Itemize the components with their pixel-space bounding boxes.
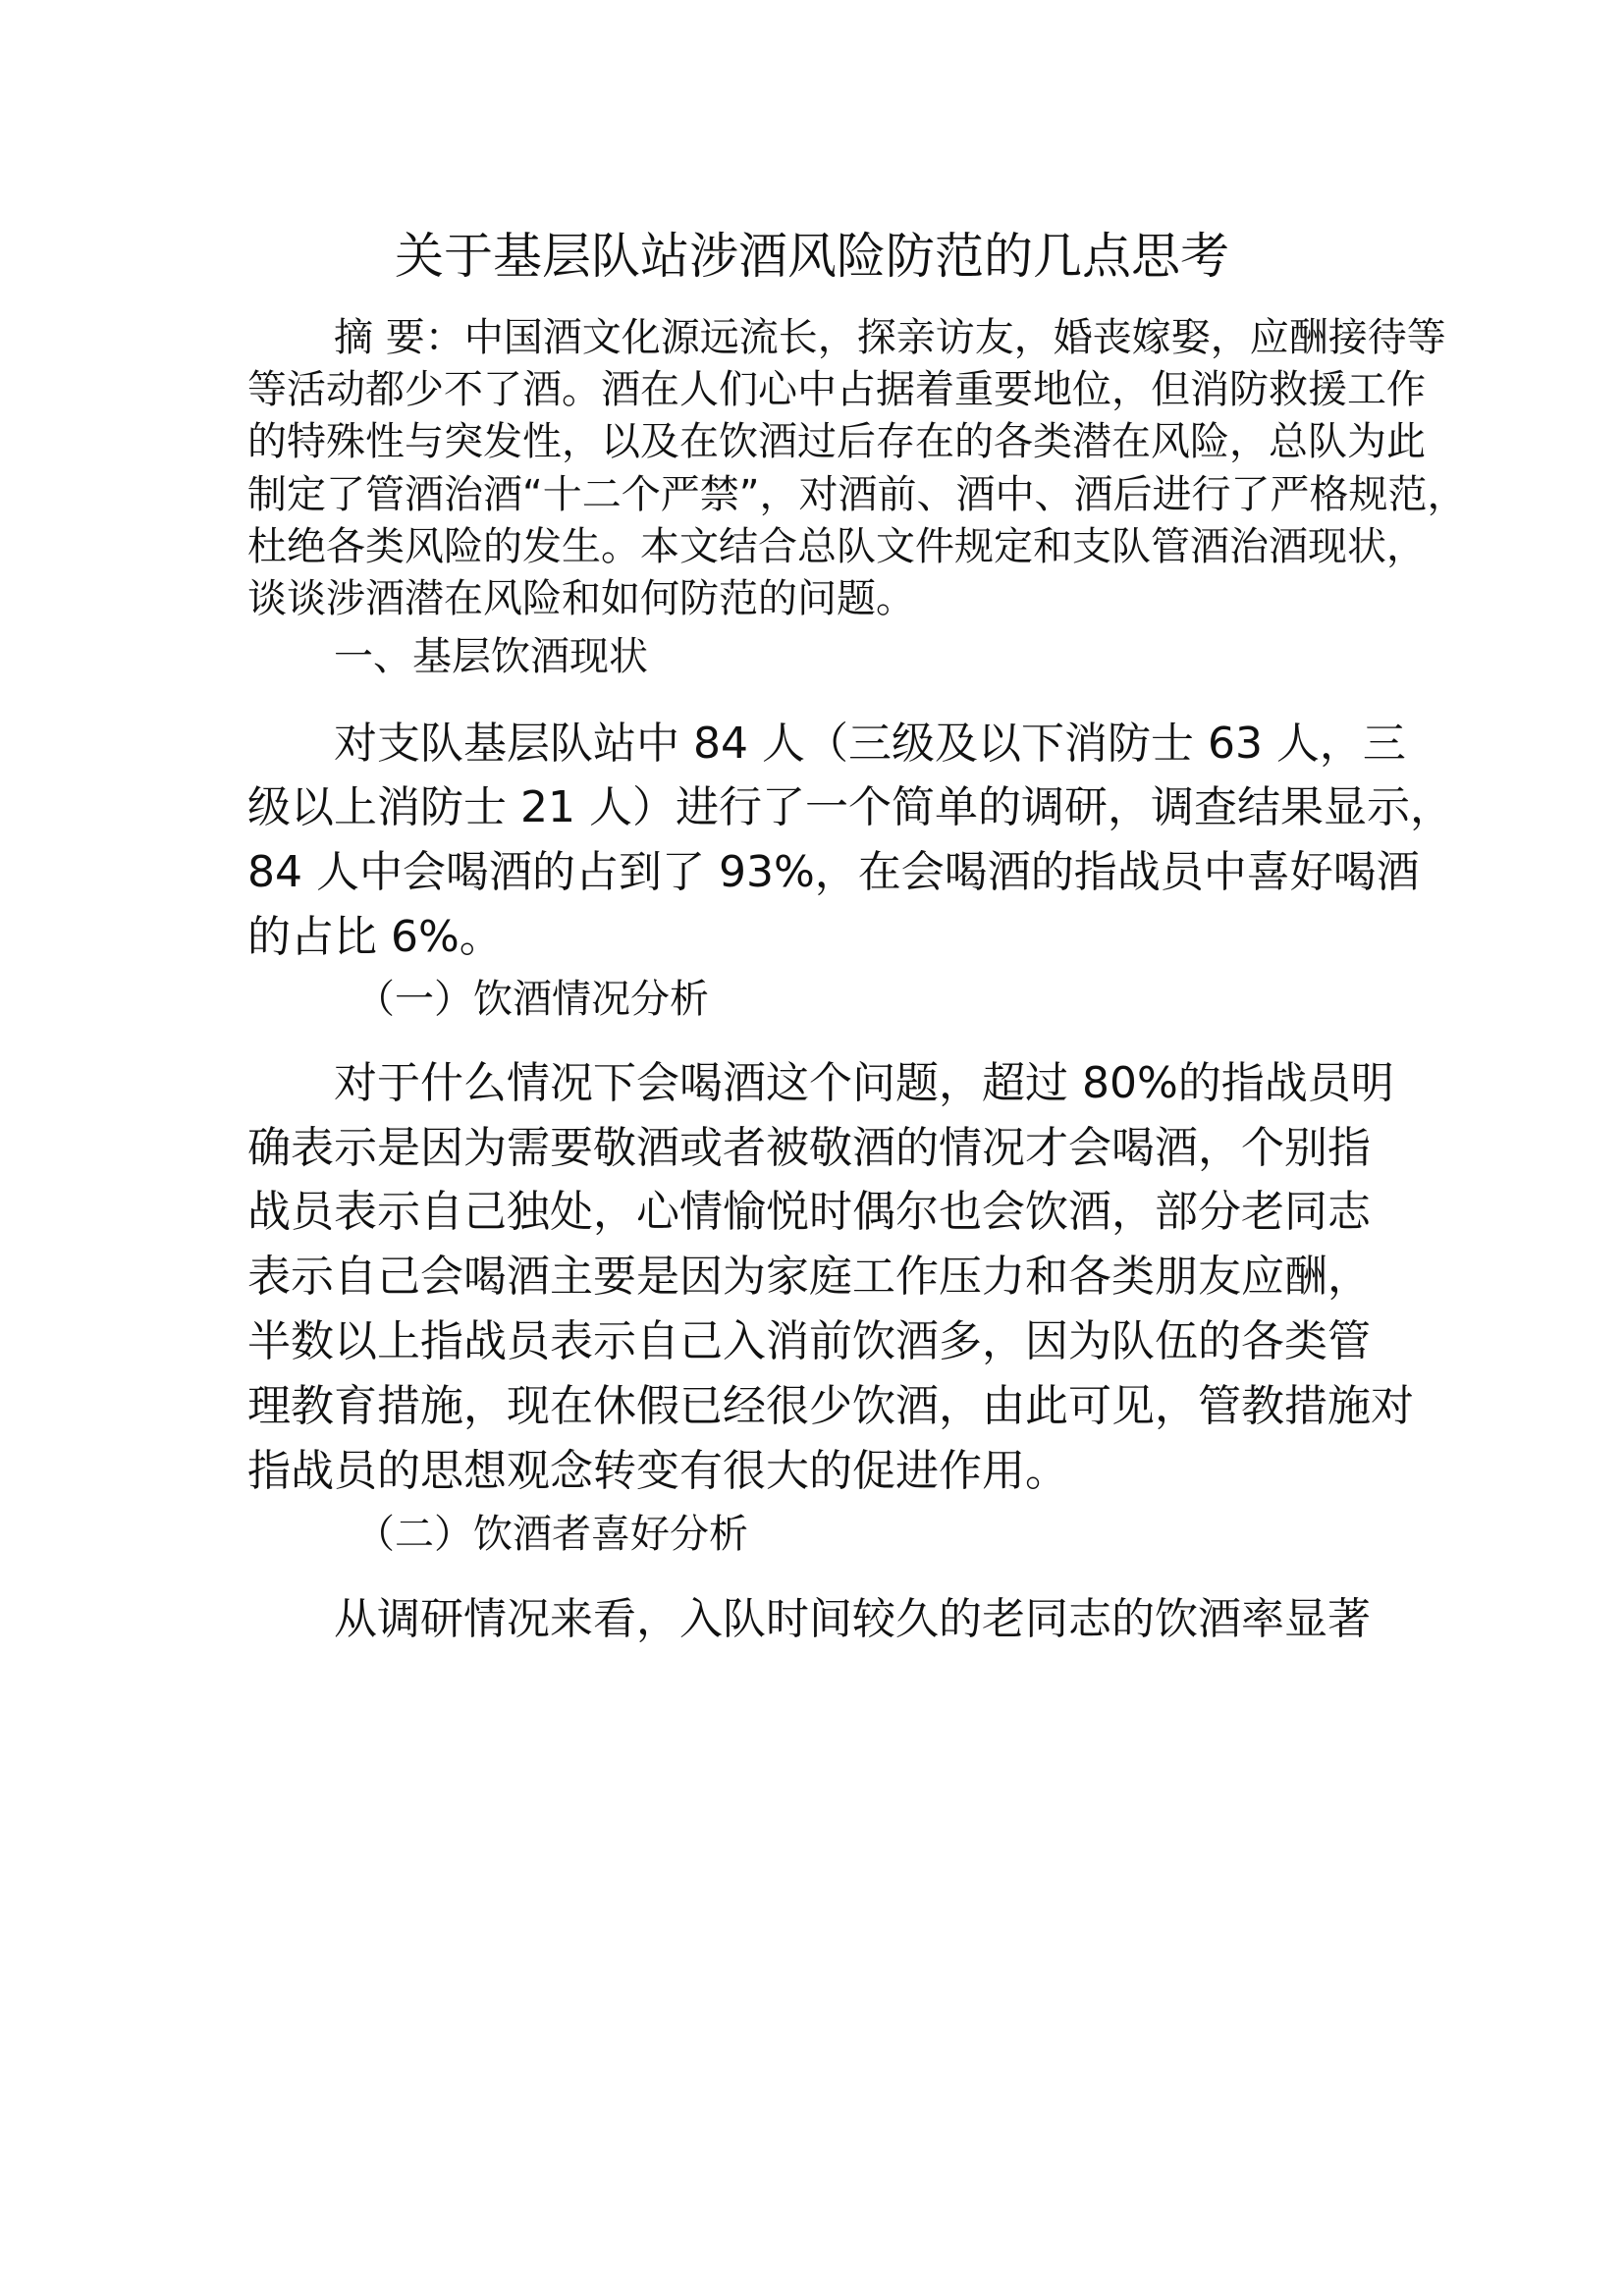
paragraph-line: 对于什么情况下会喝酒这个问题，超过 80%的指战员明 — [334, 1058, 1394, 1108]
section-heading: 一、基层饮酒现状 — [334, 634, 648, 679]
abstract-line: 等活动都少不了酒。酒在人们心中占据着重要地位，但消防救援工作 — [247, 367, 1426, 412]
abstract-line: 的特殊性与突发性，以及在饮酒过后存在的各类潜在风险，总队为此 — [247, 419, 1426, 464]
paragraph-line: 84 人中会喝酒的占到了 93%，在会喝酒的指战员中喜好喝酒 — [247, 847, 1420, 897]
paragraph-line: 确表示是因为需要敬酒或者被敬酒的情况才会喝酒，个别指 — [247, 1123, 1371, 1173]
abstract-line: 杜绝各类风险的发生。本文结合总队文件规定和支队管酒治酒现状， — [247, 524, 1426, 569]
paragraph-line: 理教育措施，现在休假已经很少饮酒，由此可见，管教措施对 — [247, 1381, 1414, 1431]
paragraph-line: 战员表示自己独处，心情愉悦时偶尔也会饮酒，部分老同志 — [247, 1187, 1371, 1237]
paragraph-line: 半数以上指战员表示自己入消前饮酒多，因为队伍的各类管 — [247, 1316, 1371, 1366]
paragraph-line: 从调研情况来看，入队时间较久的老同志的饮酒率显著 — [334, 1594, 1371, 1644]
paragraph-line: 的占比 6%。 — [247, 912, 503, 962]
document-title: 关于基层队站涉酒风险防范的几点思考 — [395, 228, 1229, 285]
subsection-heading: （一）饮酒情况分析 — [355, 977, 709, 1022]
paragraph-line: 表示自己会喝酒主要是因为家庭工作压力和各类朋友应酬， — [247, 1252, 1371, 1302]
subsection-heading: （二）饮酒者喜好分析 — [355, 1512, 748, 1557]
abstract-line: 谈谈涉酒潜在风险和如何防范的问题。 — [247, 576, 915, 621]
abstract-line: 制定了管酒治酒“十二个严禁”，对酒前、酒中、酒后进行了严格规范， — [247, 472, 1467, 517]
abstract-line: 摘 要：中国酒文化源远流长，探亲访友，婚丧嫁娶，应酬接待等 — [334, 315, 1446, 360]
paragraph-line: 指战员的思想观念转变有很大的促进作用。 — [247, 1446, 1068, 1496]
paragraph-line: 级以上消防士 21 人）进行了一个简单的调研，调查结果显示， — [247, 782, 1453, 832]
paragraph-line: 对支队基层队站中 84 人（三级及以下消防士 63 人，三 — [334, 719, 1406, 769]
